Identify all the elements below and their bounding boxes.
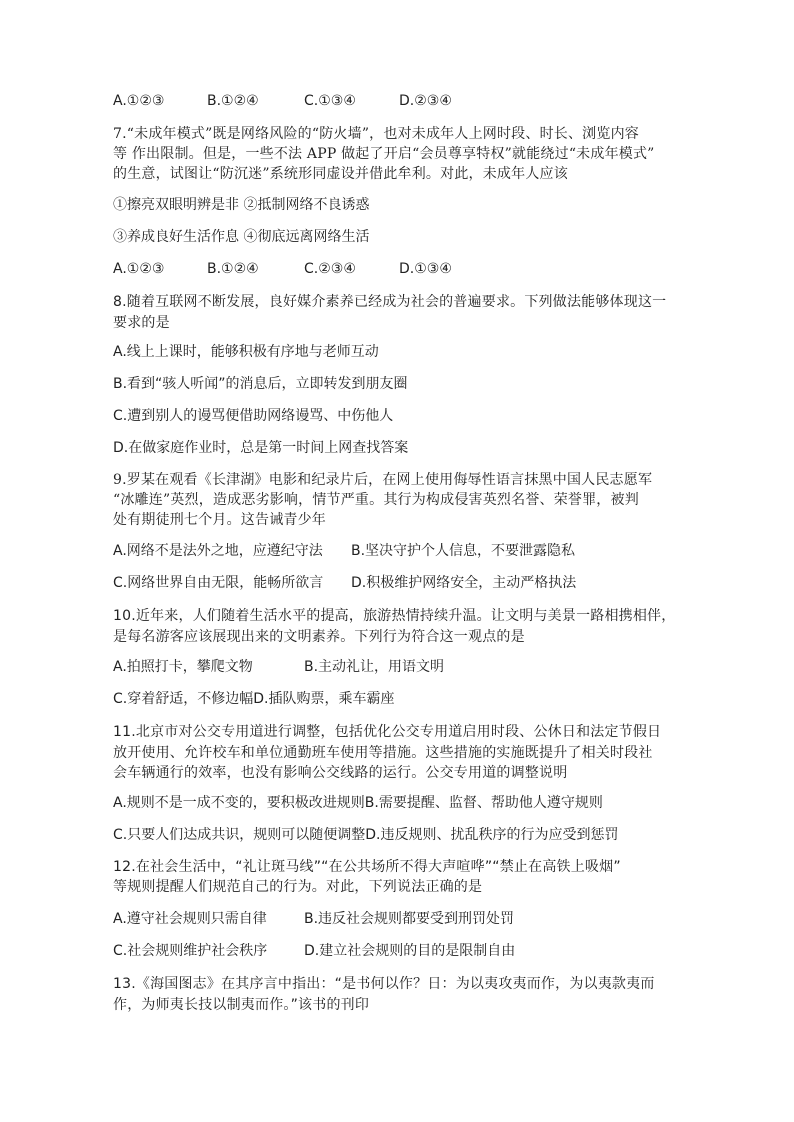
q10-option-a[interactable]: A.拍照打卡，攀爬文物 (113, 659, 253, 675)
q7-statements-2: ③养成良好生活作息 ④彻底远离网络生活 (113, 229, 370, 245)
q12-option-c[interactable]: C.社会规则维护社会秩序 (113, 943, 268, 959)
q7-stem-line-2: 等 作出限制。但是，一些不法 APP 做起了开启“会员尊享特权”就能绕过“未成年模式” (113, 146, 655, 162)
q10-option-b[interactable]: B.主动礼让，用语文明 (304, 659, 445, 675)
q6-option-d[interactable]: D.②③④ (399, 93, 452, 109)
q8-option-c[interactable]: C.遭到别人的谩骂便借助网络谩骂、中伤他人 (113, 408, 394, 424)
q10-stem-line-2: 是每名游客应该展现出来的文明素养。下列行为符合这一观点的是 (113, 629, 525, 645)
q7-statements-1: ①擦亮双眼明辨是非 ②抵制网络不良诱惑 (113, 197, 370, 213)
q8-stem-line-1: 8.随着互联网不断发展，良好媒介素养已经成为社会的普遍要求。下列做法能够体现这一 (113, 294, 667, 310)
q13-stem-line-1: 13.《海国图志》在其序言中指出：“是书何以作？日：为以夷攻夷而作，为以夷款夷而 (113, 976, 655, 992)
q12-option-b[interactable]: B.违反社会规则都要受到刑罚处罚 (304, 911, 515, 927)
q13-stem-line-2: 作，为师夷长技以制夷而作。”该书的刊印 (113, 997, 370, 1013)
q12-stem-line-2: 等规则提醒人们规范自己的行为。对此，下列说法正确的是 (113, 879, 483, 895)
q9-stem-line-1: 9.罗某在观看《长津湖》电影和纪录片后，在网上使用侮辱性语言抹黑中国人民志愿军 (113, 472, 653, 488)
q11-stem-line-1: 11.北京市对公交专用道进行调整，包括优化公交专用道启用时段、公休日和法定节假日 (113, 724, 662, 740)
q9-option-c[interactable]: C.网络世界自由无限，能畅所欲言 (113, 575, 324, 591)
q6-option-b[interactable]: B.①②④ (207, 93, 259, 109)
q6-option-c[interactable]: C.①③④ (304, 93, 356, 109)
q8-option-b[interactable]: B.看到“骇人听闻”的消息后，立即转发到朋友圈 (113, 376, 408, 392)
q8-option-a[interactable]: A.线上上课时，能够积极有序地与老师互动 (113, 344, 379, 360)
q10-stem-line-1: 10.近年来，人们随着生活水平的提高，旅游热情持续升温。让文明与美景一路相携相伴， (113, 608, 676, 624)
q7-option-c[interactable]: C.②③④ (304, 261, 356, 277)
q7-option-b[interactable]: B.①②④ (207, 261, 259, 277)
q7-stem-line-3: 的生意，试图让“防沉迷”系统形同虚设并借此牟利。对此，未成年人应该 (113, 166, 568, 182)
q9-option-a[interactable]: A.网络不是法外之地，应遵纪守法 (113, 543, 323, 559)
q7-option-a[interactable]: A.①②③ (113, 261, 165, 277)
q11-stem-line-3: 会车辆通行的效率，也没有影响公交线路的运行。公交专用道的调整说明 (113, 765, 568, 781)
q12-stem-line-1: 12.在社会生活中，“礼让斑马线”“在公共场所不得大声喧哗”“禁止在高铁上吸烟” (113, 859, 621, 875)
q9-stem-line-2: “冰雕连”英烈，造成恶劣影响，情节严重。其行为构成侵害英烈名誉、荣誉罪，被判 (113, 492, 639, 508)
q11-option-cd[interactable]: C.只要人们达成共识，规则可以随便调整D.违反规则、扰乱秩序的行为应受到惩罚 (113, 827, 619, 843)
q6-option-a[interactable]: A.①②③ (113, 93, 165, 109)
q12-option-a[interactable]: A.遵守社会规则只需自律 (113, 911, 267, 927)
q9-stem-line-3: 处有期徒刑七个月。这告诫青少年 (113, 512, 326, 528)
q7-stem-line-1: 7.“未成年模式”既是网络风险的“防火墙”，也对未成年人上网时段、时长、浏览内容 (113, 126, 639, 142)
q10-option-cd[interactable]: C.穿着舒适，不修边幅D.插队购票，乘车霸座 (113, 691, 395, 707)
q8-option-d[interactable]: D.在做家庭作业时，总是第一时间上网查找答案 (113, 440, 409, 456)
q12-option-d[interactable]: D.建立社会规则的目的是限制自由 (304, 943, 516, 959)
q9-option-b[interactable]: B.坚决守护个人信息，不要泄露隐私 (351, 543, 576, 559)
q11-stem-line-2: 放开使用、允许校车和单位通勤班车使用等措施。这些措施的实施既提升了相关时段社 (113, 745, 653, 761)
q9-option-d[interactable]: D.积极维护网络安全，主动严格执法 (351, 575, 577, 591)
q8-stem-line-2: 要求的是 (113, 315, 170, 331)
q7-option-d[interactable]: D.①③④ (399, 261, 452, 277)
q11-option-ab[interactable]: A.规则不是一成不变的，要积极改进规则B.需要提醒、监督、帮助他人遵守规则 (113, 795, 603, 811)
